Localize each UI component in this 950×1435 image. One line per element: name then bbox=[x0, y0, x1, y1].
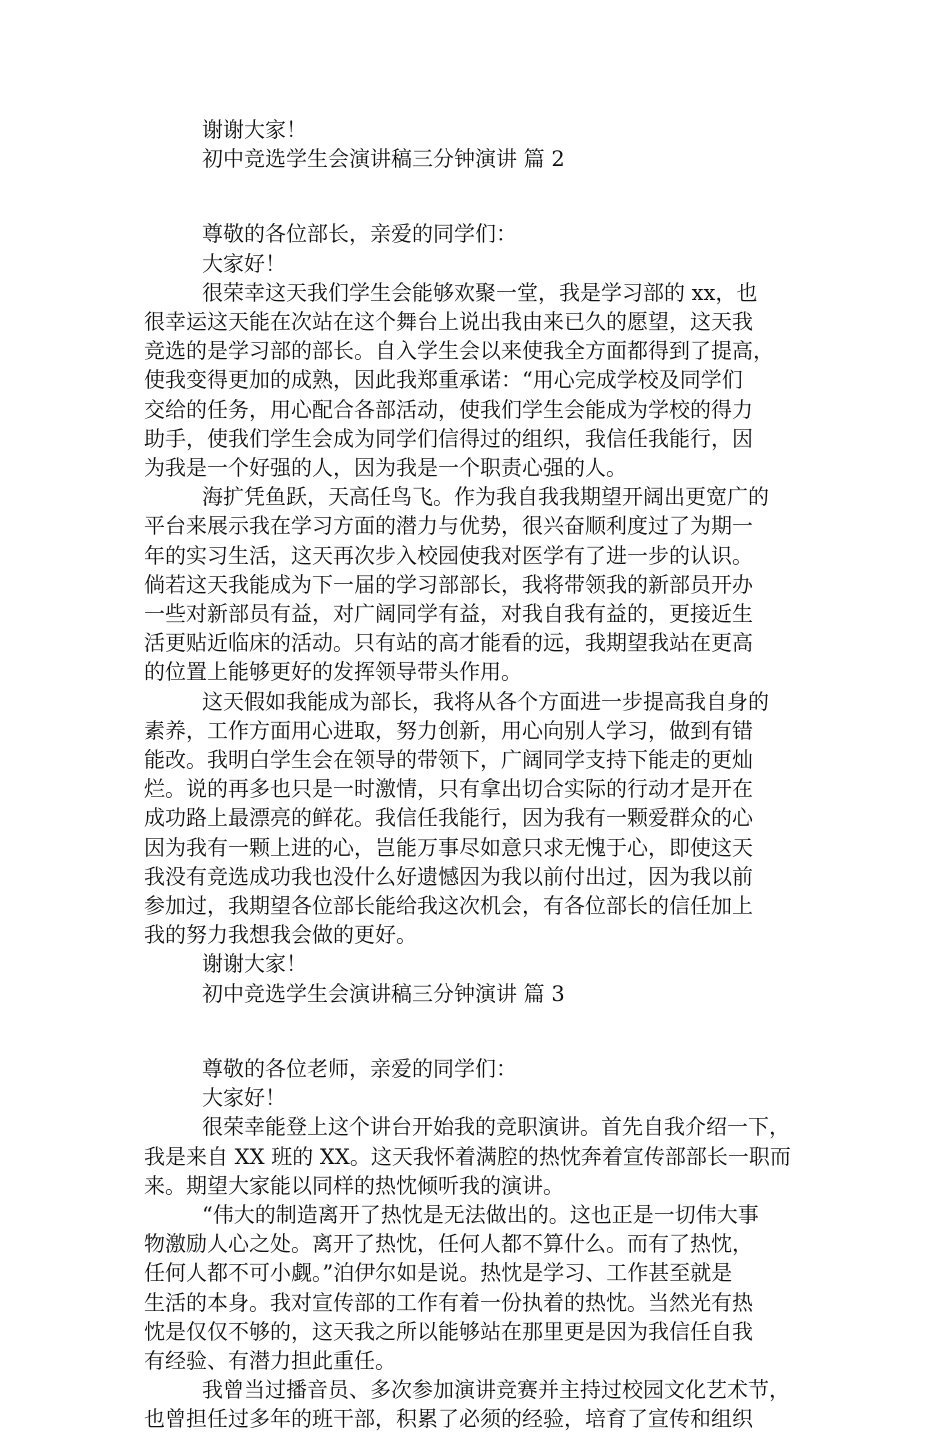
text-line: 使我变得更加的成熟，因此我郑重承诺：“用心完成学校及同学们 bbox=[144, 368, 743, 393]
text-line: 年的实习生活，这天再次步入校园使我对医学有了进一步的认识。 bbox=[144, 543, 753, 568]
text-line: 我是来自 XX 班的 XX。这天我怀着满腔的热忱奔着宣传部部长一职而 bbox=[144, 1144, 791, 1169]
blank-line bbox=[144, 190, 824, 204]
text-line: 大家好！ bbox=[202, 1086, 286, 1111]
text-line: 海扩凭鱼跃，天高任鸟飞。作为我自我我期望开阔出更宽广的 bbox=[202, 485, 769, 510]
text-line: 我的努力我想我会做的更好。 bbox=[144, 923, 417, 948]
text-line: 因为我有一颗上进的心，岂能万事尽如意只求无愧于心，即使这天 bbox=[144, 835, 753, 860]
text-line: 能改。我明白学生会在领导的带领下，广阔同学支持下能走的更灿 bbox=[144, 748, 753, 773]
text-line: 竞选的是学习部的部长。自入学生会以来使我全方面都得到了提高， bbox=[144, 339, 774, 364]
text-line: 谢谢大家！ bbox=[202, 118, 307, 142]
text-line: 活更贴近临床的活动。只有站的高才能看的远，我期望我站在更高 bbox=[144, 631, 753, 656]
text-line: 参加过，我期望各位部长能给我这次机会，有各位部长的信任加上 bbox=[144, 894, 753, 919]
document-page bbox=[144, 116, 824, 1435]
text-line: 一些对新部员有益，对广阔同学有益，对我自我有益的，更接近生 bbox=[144, 602, 753, 627]
text-line: 来。期望大家能以同样的热忱倾听我的演讲。 bbox=[144, 1173, 564, 1198]
text-line: 尊敬的各位部长，亲爱的同学们： bbox=[202, 222, 517, 247]
text-line: “伟大的制造离开了热忱是无法做出的。这也正是一切伟大事 bbox=[202, 1202, 759, 1227]
text-line: 这天假如我能成为部长，我将从各个方面进一步提高我自身的 bbox=[202, 689, 769, 714]
text-line: 很幸运这天能在次站在这个舞台上说出我由来已久的愿望，这天我 bbox=[144, 310, 753, 335]
text-line: 物激励人心之处。离开了热忱，任何人都不算什么。而有了热忱， bbox=[144, 1232, 753, 1257]
text-line: 倘若这天我能成为下一届的学习部部长，我将带领我的新部员开办 bbox=[144, 572, 753, 597]
text-line: 生活的本身。我对宣传部的工作有着一份执着的热忱。当然光有热 bbox=[144, 1290, 753, 1315]
text-line: 的位置上能够更好的发挥领导带头作用。 bbox=[144, 660, 522, 685]
text-line: 大家好！ bbox=[202, 251, 286, 276]
text-line: 平台来展示我在学习方面的潜力与优势，很兴奋顺利度过了为期一 bbox=[144, 514, 753, 539]
text-line: 忱是仅仅不够的，这天我之所以能够站在那里更是因为我信任自我 bbox=[144, 1319, 753, 1344]
blank-line bbox=[144, 1025, 824, 1039]
text-line: 有经验、有潜力担此重任。 bbox=[144, 1348, 396, 1373]
text-line: 为我是一个好强的人，因为我是一个职责心强的人。 bbox=[144, 456, 627, 481]
text-line: 谢谢大家！ bbox=[202, 952, 307, 977]
text-line: 我没有竞选成功我也没什么好遗憾因为我以前付出过，因为我以前 bbox=[144, 864, 753, 889]
text-line: 成功路上最漂亮的鲜花。我信任我能行，因为我有一颗爱群众的心 bbox=[144, 806, 753, 831]
section-heading: 初中竞选学生会演讲稿三分钟演讲 篇 3 bbox=[202, 981, 565, 1006]
text-line: 任何人都不可小觑。”泊伊尔如是说。热忱是学习、工作甚至就是 bbox=[144, 1261, 733, 1286]
text-line: 很荣幸这天我们学生会能够欢聚一堂，我是学习部的 xx，也 bbox=[202, 280, 758, 305]
text-line: 很荣幸能登上这个讲台开始我的竞职演讲。首先自我介绍一下， bbox=[202, 1115, 790, 1140]
text-line: 烂。说的再多也只是一时激情，只有拿出切合实际的行动才是开在 bbox=[144, 777, 753, 802]
text-line: 助手，使我们学生会成为同学们信得过的组织，我信任我能行，因 bbox=[144, 426, 753, 451]
text-line: 我曾当过播音员、多次参加演讲竞赛并主持过校园文化艺术节， bbox=[202, 1378, 790, 1403]
section-heading: 初中竞选学生会演讲稿三分钟演讲 篇 2 bbox=[202, 147, 565, 172]
text-line: 也曾担任过多年的班干部，积累了必须的经验，培育了宣传和组织 bbox=[144, 1407, 753, 1432]
text-line: 素养，工作方面用心进取，努力创新，用心向别人学习，做到有错 bbox=[144, 718, 753, 743]
text-line: 交给的任务，用心配合各部活动，使我们学生会能成为学校的得力 bbox=[144, 397, 753, 422]
text-line: 尊敬的各位老师，亲爱的同学们： bbox=[202, 1056, 517, 1081]
